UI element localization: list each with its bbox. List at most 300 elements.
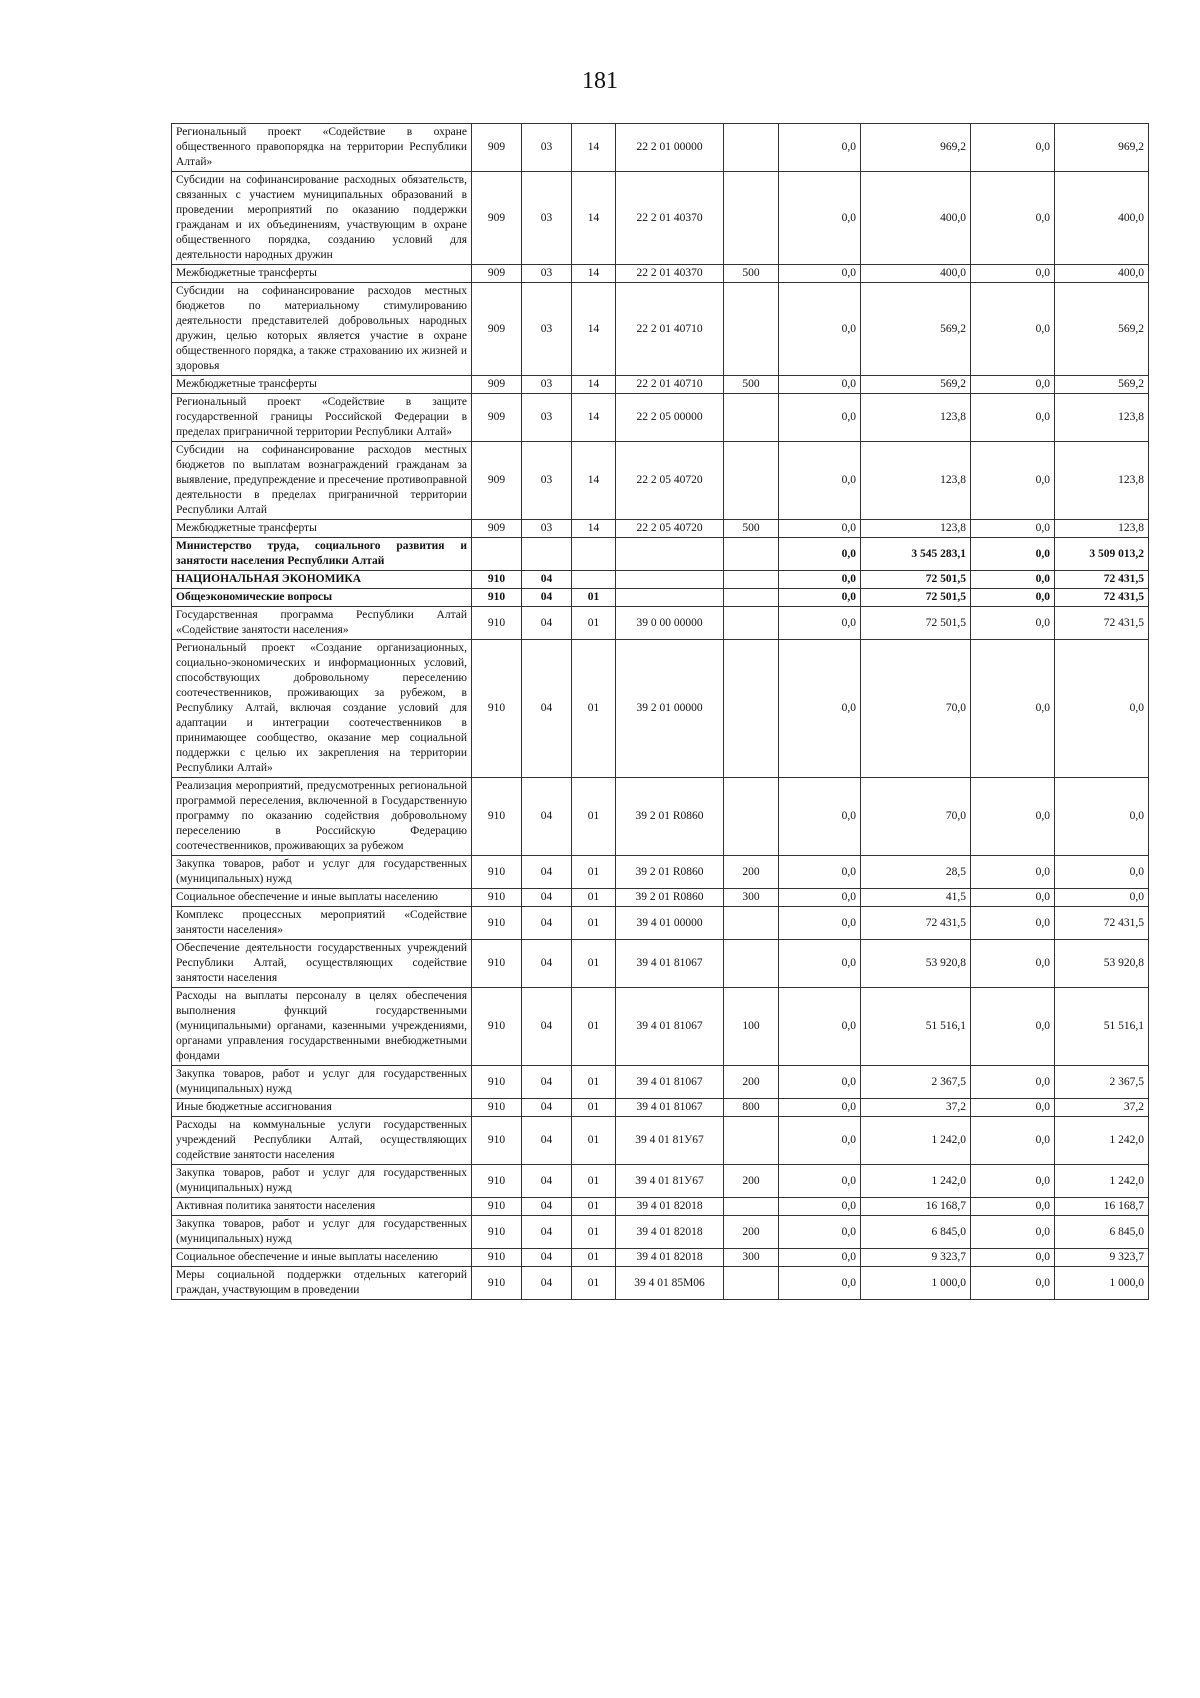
cell-vr bbox=[724, 124, 779, 172]
cell-rz bbox=[522, 538, 572, 571]
cell-name: Расходы на выплаты персоналу в целях обеспечения выполнения функций государственными (муниципальными) органами, казенными учреждениями, органами управления государственными внебюджетными фондами bbox=[172, 988, 472, 1066]
cell-value-3: 0,0 bbox=[971, 394, 1055, 442]
cell-rz: 04 bbox=[522, 1216, 572, 1249]
cell-value-1: 0,0 bbox=[779, 856, 861, 889]
cell-pr: 01 bbox=[572, 607, 616, 640]
cell-pr: 14 bbox=[572, 394, 616, 442]
cell-value-3: 0,0 bbox=[971, 265, 1055, 283]
cell-value-1: 0,0 bbox=[779, 1066, 861, 1099]
cell-rz: 04 bbox=[522, 1099, 572, 1117]
cell-gr: 909 bbox=[472, 442, 522, 520]
cell-value-3: 0,0 bbox=[971, 988, 1055, 1066]
cell-rz: 04 bbox=[522, 1249, 572, 1267]
cell-value-1: 0,0 bbox=[779, 376, 861, 394]
cell-value-2: 28,5 bbox=[861, 856, 971, 889]
cell-name: Комплекс процессных мероприятий «Содействие занятости населения» bbox=[172, 907, 472, 940]
cell-csr: 22 2 05 40720 bbox=[616, 520, 724, 538]
cell-rz: 04 bbox=[522, 1066, 572, 1099]
cell-gr: 910 bbox=[472, 940, 522, 988]
cell-gr: 910 bbox=[472, 907, 522, 940]
table-row bbox=[172, 856, 1149, 889]
cell-rz: 04 bbox=[522, 1165, 572, 1198]
cell-value-4: 2 367,5 bbox=[1055, 1066, 1149, 1099]
cell-value-4: 0,0 bbox=[1055, 856, 1149, 889]
cell-value-1: 0,0 bbox=[779, 283, 861, 376]
cell-rz: 04 bbox=[522, 1117, 572, 1165]
cell-value-3: 0,0 bbox=[971, 376, 1055, 394]
cell-value-3: 0,0 bbox=[971, 172, 1055, 265]
cell-gr: 910 bbox=[472, 1216, 522, 1249]
cell-value-2: 6 845,0 bbox=[861, 1216, 971, 1249]
cell-name: Закупка товаров, работ и услуг для государственных (муниципальных) нужд bbox=[172, 1165, 472, 1198]
cell-name: Реализация мероприятий, предусмотренных региональной программой переселения, включенной в Государственную программу по оказанию содействия добровольному переселению в Российскую Федерацию соотечественников, проживающих за рубежом bbox=[172, 778, 472, 856]
cell-value-4: 569,2 bbox=[1055, 376, 1149, 394]
cell-vr: 100 bbox=[724, 988, 779, 1066]
table-row bbox=[172, 442, 1149, 520]
cell-vr: 200 bbox=[724, 1216, 779, 1249]
cell-rz: 03 bbox=[522, 283, 572, 376]
cell-value-1: 0,0 bbox=[779, 589, 861, 607]
cell-pr: 01 bbox=[572, 1216, 616, 1249]
cell-gr: 910 bbox=[472, 988, 522, 1066]
table-row bbox=[172, 1165, 1149, 1198]
cell-rz: 03 bbox=[522, 520, 572, 538]
cell-value-2: 969,2 bbox=[861, 124, 971, 172]
cell-value-4: 123,8 bbox=[1055, 442, 1149, 520]
table-row bbox=[172, 124, 1149, 172]
table-row bbox=[172, 1066, 1149, 1099]
cell-value-2: 70,0 bbox=[861, 640, 971, 778]
cell-rz: 04 bbox=[522, 940, 572, 988]
cell-rz: 04 bbox=[522, 589, 572, 607]
cell-csr: 39 4 01 85М06 bbox=[616, 1267, 724, 1300]
cell-rz: 04 bbox=[522, 607, 572, 640]
cell-value-1: 0,0 bbox=[779, 940, 861, 988]
cell-csr: 39 2 01 00000 bbox=[616, 640, 724, 778]
cell-rz: 03 bbox=[522, 376, 572, 394]
cell-gr: 910 bbox=[472, 1198, 522, 1216]
cell-name: Государственная программа Республики Алтай «Содействие занятости населения» bbox=[172, 607, 472, 640]
cell-name: Министерство труда, социального развития и занятости населения Республики Алтай bbox=[172, 538, 472, 571]
cell-pr: 14 bbox=[572, 442, 616, 520]
cell-value-2: 51 516,1 bbox=[861, 988, 971, 1066]
cell-pr: 01 bbox=[572, 1249, 616, 1267]
table-row bbox=[172, 889, 1149, 907]
cell-name: Социальное обеспечение и иные выплаты населению bbox=[172, 889, 472, 907]
cell-value-1: 0,0 bbox=[779, 1117, 861, 1165]
cell-value-2: 2 367,5 bbox=[861, 1066, 971, 1099]
cell-rz: 04 bbox=[522, 1267, 572, 1300]
cell-vr bbox=[724, 778, 779, 856]
cell-value-4: 0,0 bbox=[1055, 889, 1149, 907]
cell-value-2: 400,0 bbox=[861, 265, 971, 283]
cell-value-3: 0,0 bbox=[971, 1165, 1055, 1198]
cell-value-1: 0,0 bbox=[779, 1165, 861, 1198]
cell-value-3: 0,0 bbox=[971, 856, 1055, 889]
cell-csr: 39 2 01 R0860 bbox=[616, 889, 724, 907]
cell-value-4: 0,0 bbox=[1055, 640, 1149, 778]
cell-name: Межбюджетные трансферты bbox=[172, 520, 472, 538]
cell-value-4: 1 000,0 bbox=[1055, 1267, 1149, 1300]
cell-name: Меры социальной поддержки отдельных категорий граждан, участвующим в проведении bbox=[172, 1267, 472, 1300]
cell-value-3: 0,0 bbox=[971, 589, 1055, 607]
cell-gr: 909 bbox=[472, 376, 522, 394]
cell-csr: 22 2 05 00000 bbox=[616, 394, 724, 442]
cell-vr bbox=[724, 571, 779, 589]
cell-gr: 909 bbox=[472, 283, 522, 376]
cell-name: Межбюджетные трансферты bbox=[172, 376, 472, 394]
cell-csr: 39 4 01 81067 bbox=[616, 988, 724, 1066]
cell-pr: 01 bbox=[572, 1198, 616, 1216]
cell-value-1: 0,0 bbox=[779, 778, 861, 856]
cell-pr: 01 bbox=[572, 1066, 616, 1099]
cell-gr: 909 bbox=[472, 172, 522, 265]
cell-value-3: 0,0 bbox=[971, 1267, 1055, 1300]
cell-value-4: 3 509 013,2 bbox=[1055, 538, 1149, 571]
cell-value-2: 123,8 bbox=[861, 394, 971, 442]
cell-pr: 01 bbox=[572, 1117, 616, 1165]
cell-csr: 39 4 01 81067 bbox=[616, 940, 724, 988]
table-row bbox=[172, 988, 1149, 1066]
table-row bbox=[172, 1099, 1149, 1117]
cell-value-3: 0,0 bbox=[971, 520, 1055, 538]
cell-name: Расходы на коммунальные услуги государственных учреждений Республики Алтай, осуществляющих содействие занятости населения bbox=[172, 1117, 472, 1165]
table-row bbox=[172, 1249, 1149, 1267]
cell-value-4: 569,2 bbox=[1055, 283, 1149, 376]
cell-gr: 909 bbox=[472, 520, 522, 538]
cell-gr: 910 bbox=[472, 856, 522, 889]
cell-name: Закупка товаров, работ и услуг для государственных (муниципальных) нужд bbox=[172, 1066, 472, 1099]
table-row bbox=[172, 376, 1149, 394]
cell-vr bbox=[724, 940, 779, 988]
cell-value-4: 1 242,0 bbox=[1055, 1165, 1149, 1198]
cell-rz: 04 bbox=[522, 571, 572, 589]
budget-table bbox=[171, 123, 1149, 1300]
cell-csr: 22 2 01 40710 bbox=[616, 376, 724, 394]
cell-rz: 04 bbox=[522, 856, 572, 889]
cell-value-4: 6 845,0 bbox=[1055, 1216, 1149, 1249]
table-row bbox=[172, 907, 1149, 940]
cell-value-1: 0,0 bbox=[779, 394, 861, 442]
cell-value-3: 0,0 bbox=[971, 1216, 1055, 1249]
cell-value-2: 123,8 bbox=[861, 442, 971, 520]
cell-csr: 22 2 01 00000 bbox=[616, 124, 724, 172]
cell-value-4: 72 431,5 bbox=[1055, 907, 1149, 940]
cell-vr: 200 bbox=[724, 856, 779, 889]
table-row bbox=[172, 1216, 1149, 1249]
cell-csr: 39 4 01 81067 bbox=[616, 1066, 724, 1099]
cell-value-2: 72 501,5 bbox=[861, 607, 971, 640]
cell-csr bbox=[616, 589, 724, 607]
cell-csr: 22 2 05 40720 bbox=[616, 442, 724, 520]
cell-value-3: 0,0 bbox=[971, 889, 1055, 907]
cell-pr: 01 bbox=[572, 640, 616, 778]
cell-pr: 14 bbox=[572, 265, 616, 283]
cell-value-4: 1 242,0 bbox=[1055, 1117, 1149, 1165]
cell-value-2: 72 501,5 bbox=[861, 571, 971, 589]
cell-rz: 04 bbox=[522, 889, 572, 907]
cell-name: Общеэкономические вопросы bbox=[172, 589, 472, 607]
cell-csr: 39 4 01 82018 bbox=[616, 1216, 724, 1249]
cell-value-1: 0,0 bbox=[779, 889, 861, 907]
cell-pr: 01 bbox=[572, 1267, 616, 1300]
cell-pr: 01 bbox=[572, 907, 616, 940]
cell-csr: 22 2 01 40370 bbox=[616, 265, 724, 283]
cell-pr: 01 bbox=[572, 1099, 616, 1117]
cell-pr: 14 bbox=[572, 124, 616, 172]
cell-vr: 300 bbox=[724, 889, 779, 907]
cell-gr: 910 bbox=[472, 1066, 522, 1099]
cell-value-3: 0,0 bbox=[971, 1249, 1055, 1267]
cell-pr: 01 bbox=[572, 940, 616, 988]
cell-name: НАЦИОНАЛЬНАЯ ЭКОНОМИКА bbox=[172, 571, 472, 589]
cell-value-1: 0,0 bbox=[779, 1216, 861, 1249]
cell-vr bbox=[724, 1267, 779, 1300]
cell-value-4: 51 516,1 bbox=[1055, 988, 1149, 1066]
cell-value-2: 41,5 bbox=[861, 889, 971, 907]
cell-value-4: 123,8 bbox=[1055, 520, 1149, 538]
cell-name: Иные бюджетные ассигнования bbox=[172, 1099, 472, 1117]
cell-value-2: 1 000,0 bbox=[861, 1267, 971, 1300]
cell-csr: 39 4 01 81067 bbox=[616, 1099, 724, 1117]
cell-rz: 04 bbox=[522, 778, 572, 856]
cell-vr bbox=[724, 640, 779, 778]
cell-value-1: 0,0 bbox=[779, 265, 861, 283]
cell-pr bbox=[572, 571, 616, 589]
cell-value-1: 0,0 bbox=[779, 124, 861, 172]
cell-pr: 01 bbox=[572, 778, 616, 856]
table-row bbox=[172, 778, 1149, 856]
cell-value-3: 0,0 bbox=[971, 907, 1055, 940]
cell-rz: 03 bbox=[522, 394, 572, 442]
cell-value-4: 123,8 bbox=[1055, 394, 1149, 442]
cell-rz: 04 bbox=[522, 907, 572, 940]
cell-vr bbox=[724, 1117, 779, 1165]
cell-csr bbox=[616, 538, 724, 571]
cell-gr: 910 bbox=[472, 778, 522, 856]
cell-value-2: 70,0 bbox=[861, 778, 971, 856]
table-body bbox=[172, 124, 1149, 1300]
cell-gr: 910 bbox=[472, 889, 522, 907]
cell-value-3: 0,0 bbox=[971, 1198, 1055, 1216]
cell-value-3: 0,0 bbox=[971, 538, 1055, 571]
cell-value-2: 123,8 bbox=[861, 520, 971, 538]
cell-pr: 14 bbox=[572, 172, 616, 265]
cell-gr: 910 bbox=[472, 607, 522, 640]
cell-rz: 04 bbox=[522, 988, 572, 1066]
cell-value-4: 16 168,7 bbox=[1055, 1198, 1149, 1216]
cell-name: Активная политика занятости населения bbox=[172, 1198, 472, 1216]
cell-value-1: 0,0 bbox=[779, 538, 861, 571]
cell-value-3: 0,0 bbox=[971, 283, 1055, 376]
cell-value-1: 0,0 bbox=[779, 520, 861, 538]
table-row bbox=[172, 394, 1149, 442]
cell-gr: 909 bbox=[472, 124, 522, 172]
cell-value-4: 969,2 bbox=[1055, 124, 1149, 172]
page-number: 181 bbox=[582, 68, 618, 94]
cell-value-2: 37,2 bbox=[861, 1099, 971, 1117]
cell-pr: 01 bbox=[572, 988, 616, 1066]
cell-value-1: 0,0 bbox=[779, 571, 861, 589]
table-row bbox=[172, 520, 1149, 538]
cell-value-1: 0,0 bbox=[779, 1099, 861, 1117]
table-row bbox=[172, 265, 1149, 283]
cell-rz: 04 bbox=[522, 1198, 572, 1216]
cell-value-2: 72 501,5 bbox=[861, 589, 971, 607]
cell-value-4: 72 431,5 bbox=[1055, 607, 1149, 640]
cell-vr bbox=[724, 538, 779, 571]
cell-value-2: 72 431,5 bbox=[861, 907, 971, 940]
cell-pr: 01 bbox=[572, 589, 616, 607]
cell-name: Закупка товаров, работ и услуг для государственных (муниципальных) нужд bbox=[172, 1216, 472, 1249]
cell-value-4: 400,0 bbox=[1055, 172, 1149, 265]
cell-csr: 39 4 01 81У67 bbox=[616, 1165, 724, 1198]
cell-value-3: 0,0 bbox=[971, 1099, 1055, 1117]
cell-pr: 01 bbox=[572, 1165, 616, 1198]
cell-value-2: 1 242,0 bbox=[861, 1165, 971, 1198]
cell-csr: 39 4 01 82018 bbox=[616, 1198, 724, 1216]
cell-csr: 22 2 01 40370 bbox=[616, 172, 724, 265]
cell-vr: 500 bbox=[724, 376, 779, 394]
cell-pr: 01 bbox=[572, 889, 616, 907]
cell-value-2: 569,2 bbox=[861, 283, 971, 376]
table-row bbox=[172, 1267, 1149, 1300]
cell-rz: 03 bbox=[522, 265, 572, 283]
cell-name: Межбюджетные трансферты bbox=[172, 265, 472, 283]
table-row bbox=[172, 283, 1149, 376]
cell-value-3: 0,0 bbox=[971, 607, 1055, 640]
cell-gr: 910 bbox=[472, 571, 522, 589]
table-row bbox=[172, 571, 1149, 589]
cell-pr: 14 bbox=[572, 520, 616, 538]
cell-name: Субсидии на софинансирование расходных обязательств, связанных с участием муниципальных образований в проведении мероприятий по оказанию поддержки гражданам и их объединениям, участвующим в охране общественного порядка, созданию условий для деятельности народных дружин bbox=[172, 172, 472, 265]
cell-value-1: 0,0 bbox=[779, 172, 861, 265]
cell-name: Обеспечение деятельности государственных учреждений Республики Алтай, осуществляющих содействие занятости населения bbox=[172, 940, 472, 988]
cell-value-3: 0,0 bbox=[971, 778, 1055, 856]
cell-gr: 910 bbox=[472, 1099, 522, 1117]
cell-gr: 909 bbox=[472, 394, 522, 442]
table-row bbox=[172, 172, 1149, 265]
cell-csr: 22 2 01 40710 bbox=[616, 283, 724, 376]
cell-vr bbox=[724, 907, 779, 940]
cell-value-2: 569,2 bbox=[861, 376, 971, 394]
cell-csr: 39 2 01 R0860 bbox=[616, 856, 724, 889]
table-row bbox=[172, 607, 1149, 640]
cell-value-3: 0,0 bbox=[971, 124, 1055, 172]
cell-value-2: 3 545 283,1 bbox=[861, 538, 971, 571]
cell-vr bbox=[724, 607, 779, 640]
cell-vr bbox=[724, 589, 779, 607]
cell-csr bbox=[616, 571, 724, 589]
cell-name: Закупка товаров, работ и услуг для государственных (муниципальных) нужд bbox=[172, 856, 472, 889]
cell-value-4: 0,0 bbox=[1055, 778, 1149, 856]
cell-pr: 01 bbox=[572, 856, 616, 889]
cell-value-2: 53 920,8 bbox=[861, 940, 971, 988]
cell-vr: 500 bbox=[724, 520, 779, 538]
cell-value-4: 9 323,7 bbox=[1055, 1249, 1149, 1267]
cell-gr: 910 bbox=[472, 1249, 522, 1267]
cell-vr: 200 bbox=[724, 1066, 779, 1099]
cell-gr: 910 bbox=[472, 589, 522, 607]
cell-csr: 39 4 01 81У67 bbox=[616, 1117, 724, 1165]
cell-csr: 39 4 01 82018 bbox=[616, 1249, 724, 1267]
cell-value-3: 0,0 bbox=[971, 1117, 1055, 1165]
table-row bbox=[172, 640, 1149, 778]
cell-rz: 03 bbox=[522, 442, 572, 520]
cell-value-1: 0,0 bbox=[779, 607, 861, 640]
cell-value-3: 0,0 bbox=[971, 940, 1055, 988]
cell-vr bbox=[724, 283, 779, 376]
cell-value-1: 0,0 bbox=[779, 1198, 861, 1216]
cell-csr: 39 2 01 R0860 bbox=[616, 778, 724, 856]
cell-value-3: 0,0 bbox=[971, 640, 1055, 778]
cell-name: Субсидии на софинансирование расходов местных бюджетов по выплатам вознаграждений гражданам за выявление, предупреждение и пресечение противоправной деятельности в пределах приграничной территории Республики Алтай bbox=[172, 442, 472, 520]
cell-value-3: 0,0 bbox=[971, 571, 1055, 589]
cell-gr: 910 bbox=[472, 640, 522, 778]
cell-value-2: 1 242,0 bbox=[861, 1117, 971, 1165]
cell-vr: 800 bbox=[724, 1099, 779, 1117]
cell-gr: 910 bbox=[472, 1117, 522, 1165]
cell-vr bbox=[724, 1198, 779, 1216]
cell-value-2: 16 168,7 bbox=[861, 1198, 971, 1216]
cell-name: Региональный проект «Содействие в защите государственной границы Российской Федерации в пределах приграничной территории Республики Алтай» bbox=[172, 394, 472, 442]
cell-vr: 500 bbox=[724, 265, 779, 283]
cell-pr: 14 bbox=[572, 283, 616, 376]
cell-name: Субсидии на софинансирование расходов местных бюджетов по материальному стимулированию деятельности представителей добровольных народных дружин, целью которых является участие в охране общественного порядка, а также страхованию их жизней и здоровья bbox=[172, 283, 472, 376]
cell-value-4: 400,0 bbox=[1055, 265, 1149, 283]
cell-rz: 03 bbox=[522, 172, 572, 265]
cell-vr bbox=[724, 172, 779, 265]
cell-value-2: 9 323,7 bbox=[861, 1249, 971, 1267]
cell-rz: 03 bbox=[522, 124, 572, 172]
cell-value-4: 53 920,8 bbox=[1055, 940, 1149, 988]
cell-vr: 200 bbox=[724, 1165, 779, 1198]
cell-name: Социальное обеспечение и иные выплаты населению bbox=[172, 1249, 472, 1267]
table-row bbox=[172, 538, 1149, 571]
cell-value-4: 37,2 bbox=[1055, 1099, 1149, 1117]
cell-value-2: 400,0 bbox=[861, 172, 971, 265]
cell-vr bbox=[724, 394, 779, 442]
cell-value-3: 0,0 bbox=[971, 442, 1055, 520]
cell-csr: 39 4 01 00000 bbox=[616, 907, 724, 940]
cell-value-4: 72 431,5 bbox=[1055, 571, 1149, 589]
cell-value-1: 0,0 bbox=[779, 1267, 861, 1300]
cell-value-1: 0,0 bbox=[779, 907, 861, 940]
cell-value-4: 72 431,5 bbox=[1055, 589, 1149, 607]
cell-name: Региональный проект «Содействие в охране общественного правопорядка на территории Республики Алтай» bbox=[172, 124, 472, 172]
table-row bbox=[172, 1198, 1149, 1216]
cell-gr bbox=[472, 538, 522, 571]
cell-value-1: 0,0 bbox=[779, 640, 861, 778]
table-row bbox=[172, 940, 1149, 988]
cell-csr: 39 0 00 00000 bbox=[616, 607, 724, 640]
cell-gr: 910 bbox=[472, 1267, 522, 1300]
cell-vr: 300 bbox=[724, 1249, 779, 1267]
cell-gr: 909 bbox=[472, 265, 522, 283]
table-row bbox=[172, 589, 1149, 607]
cell-value-3: 0,0 bbox=[971, 1066, 1055, 1099]
cell-pr bbox=[572, 538, 616, 571]
cell-name: Региональный проект «Создание организационных, социально-экономических и информационных условий, способствующих добровольному переселению соотечественников, проживающих за рубежом, в Республику Алтай, включая создание условий для адаптации и интеграции соотечественников в принимающее сообщество, оказание мер социальной поддержки с целью их закрепления на территории Республики Алтай» bbox=[172, 640, 472, 778]
cell-rz: 04 bbox=[522, 640, 572, 778]
cell-value-1: 0,0 bbox=[779, 988, 861, 1066]
cell-gr: 910 bbox=[472, 1165, 522, 1198]
cell-pr: 14 bbox=[572, 376, 616, 394]
cell-value-1: 0,0 bbox=[779, 1249, 861, 1267]
table-row bbox=[172, 1117, 1149, 1165]
cell-value-1: 0,0 bbox=[779, 442, 861, 520]
cell-vr bbox=[724, 442, 779, 520]
